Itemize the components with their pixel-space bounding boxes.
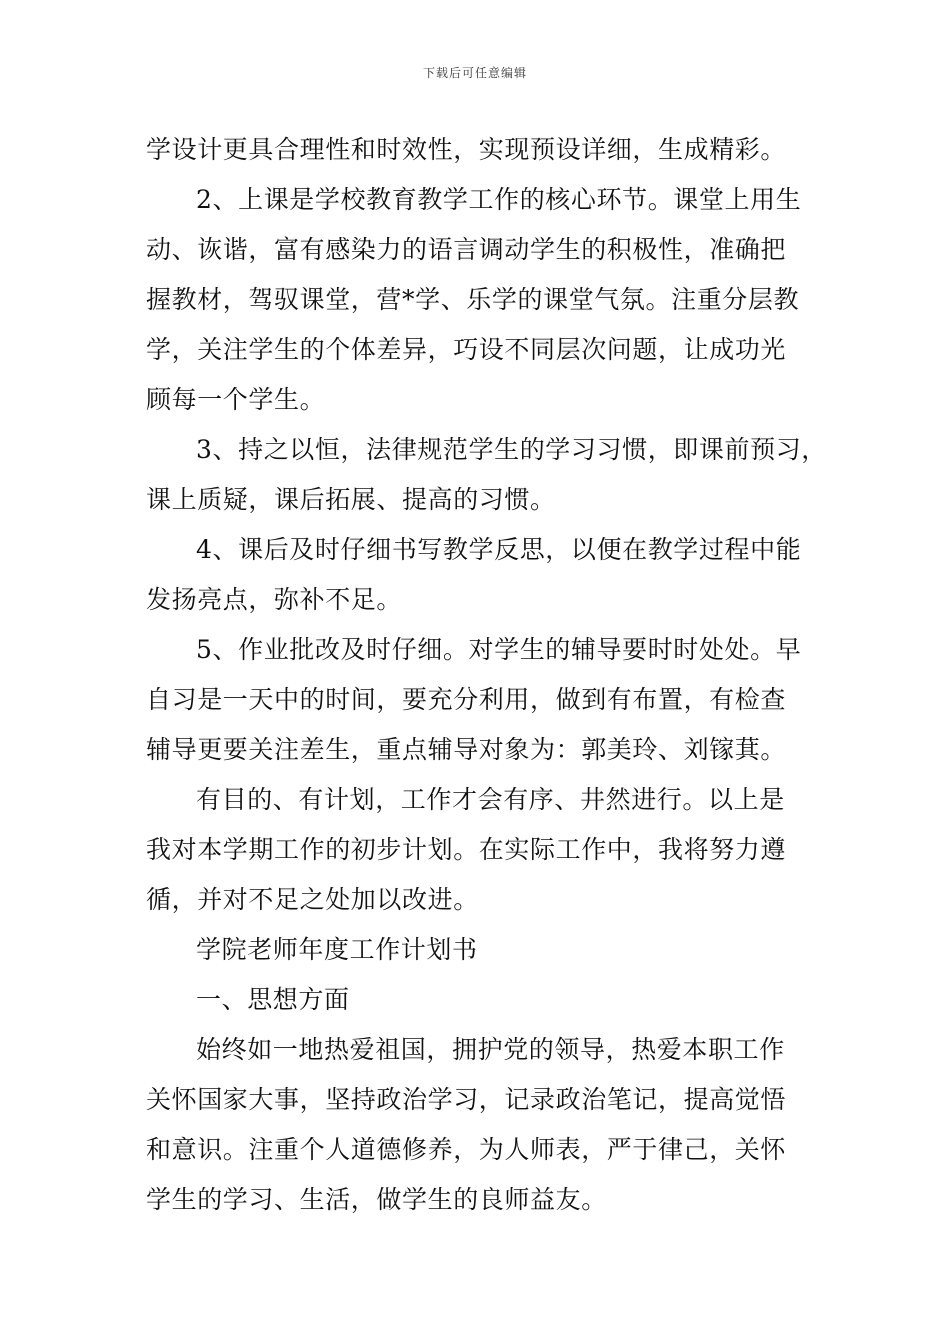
text-line: 5、作业批改及时仔细。对学生的辅导要时时处处。早 bbox=[196, 635, 802, 664]
text-line: 课上质疑，课后拓展、提高的习惯。 bbox=[146, 485, 556, 514]
text-line: 和意识。注重个人道德修养，为人师表，严于律己，关怀 bbox=[146, 1135, 787, 1164]
text-line: 学设计更具合理性和时效性，实现预设详细，生成精彩。 bbox=[146, 135, 787, 164]
text-line: 3、持之以恒，法律规范学生的学习习惯，即课前预习， bbox=[196, 435, 827, 464]
text-line: 学生的学习、生活，做学生的良师益友。 bbox=[146, 1185, 607, 1214]
text-line: 动、诙谐，富有感染力的语言调动学生的积极性，准确把 bbox=[146, 235, 787, 264]
section-heading: 一、思想方面 bbox=[196, 985, 350, 1014]
page-header: 下载后可任意编辑 bbox=[422, 66, 527, 80]
section-title: 学院老师年度工作计划书 bbox=[196, 935, 478, 964]
document-body bbox=[146, 125, 827, 1225]
text-line: 辅导更要关注差生，重点辅导对象为：郭美玲、刘镓萁。 bbox=[146, 735, 787, 764]
text-line: 有目的、有计划，工作才会有序、井然进行。以上是 bbox=[196, 785, 785, 814]
text-line: 关怀国家大事，坚持政治学习，记录政治笔记，提高觉悟 bbox=[146, 1085, 787, 1114]
text-line: 我对本学期工作的初步计划。在实际工作中，我将努力遵 bbox=[146, 835, 787, 864]
text-line: 4、课后及时仔细书写教学反思，以便在教学过程中能 bbox=[196, 535, 802, 564]
text-line: 顾每一个学生。 bbox=[146, 385, 326, 414]
text-line: 握教材，驾驭课堂，营*学、乐学的课堂气氛。注重分层教 bbox=[146, 285, 800, 314]
text-line: 发扬亮点，弥补不足。 bbox=[146, 585, 403, 614]
text-line: 学，关注学生的个体差异，巧设不同层次问题，让成功光 bbox=[146, 335, 787, 364]
text-line: 自习是一天中的时间，要充分利用，做到有布置，有检查 bbox=[146, 685, 787, 714]
text-line: 2、上课是学校教育教学工作的核心环节。课堂上用生 bbox=[196, 185, 802, 214]
text-line: 始终如一地热爱祖国，拥护党的领导，热爱本职工作 bbox=[196, 1035, 785, 1064]
text-line: 循，并对不足之处加以改进。 bbox=[146, 885, 479, 914]
